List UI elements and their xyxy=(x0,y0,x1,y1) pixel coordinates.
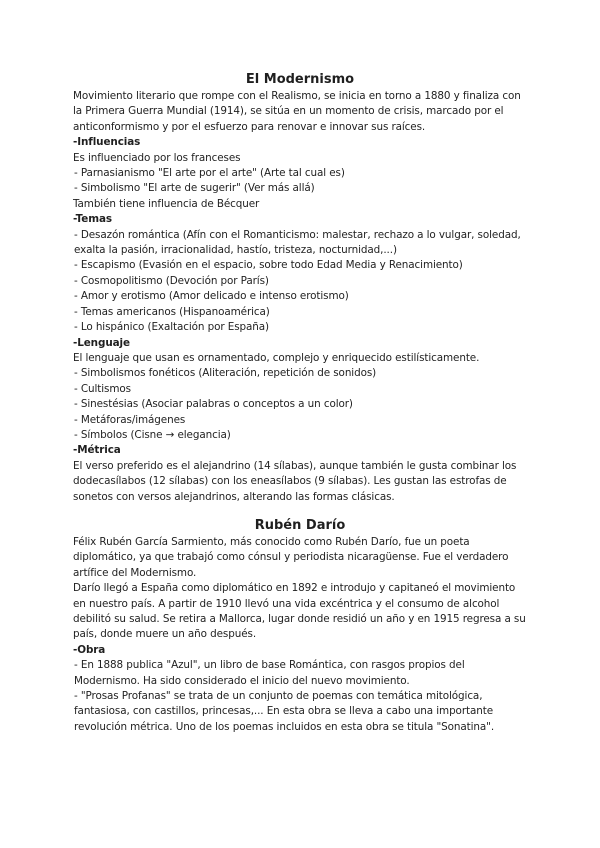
list-item: - Simbolismo "El arte de sugerir" (Ver más allá) xyxy=(74,182,315,195)
list-item: - Símbolos (Cisne → elegancia) xyxy=(74,428,231,441)
dario-paragraph-1: Félix Rubén García Sarmiento, más conocido como Rubén Darío, fue un poeta diplomático, ya que trabajó como cónsul y periodista nicaragüense. Fue el verdadero artífice del Modernismo. xyxy=(73,536,509,579)
dario-section xyxy=(73,535,528,735)
modernismo-section xyxy=(73,89,528,505)
metrica-heading: -Métrica xyxy=(73,444,121,457)
list-item: - Parnasianismo "El arte por el arte" (Arte tal cual es) xyxy=(74,167,345,180)
list-item: - En 1888 publica "Azul", un libro de base Romántica, con rasgos propios del Modernismo. Ha sido considerado el inicio del nuevo movimiento. xyxy=(74,659,465,687)
dario-title: Rubén Darío xyxy=(254,518,346,533)
list-item: - Sinestésias (Asociar palabras o conceptos a un color) xyxy=(74,398,353,411)
list-item: - Temas americanos (Hispanoamérica) xyxy=(74,305,270,318)
lenguaje-heading: -Lenguaje xyxy=(73,336,130,349)
influencias-lead: Es influenciado por los franceses xyxy=(73,151,241,164)
page-title: El Modernismo xyxy=(245,72,355,87)
list-item: - Lo hispánico (Exaltación por España) xyxy=(74,321,269,334)
list-item: - Metáforas/imágenes xyxy=(74,413,186,426)
list-item: - "Prosas Profanas" se trata de un conjunto de poemas con temática mitológica, fantasiosa, con castillos, princesas,... En esta obra se lleva a cabo una importante revolución métrica. Uno de los poemas incluidos en esta obra se titula "Sonatina". xyxy=(74,690,495,733)
influencias-heading: -Influencias xyxy=(73,136,141,149)
list-item: - Escapismo (Evasión en el espacio, sobre todo Edad Media y Renacimiento) xyxy=(74,259,463,272)
influencias-extra: También tiene influencia de Bécquer xyxy=(73,197,260,210)
list-item: - Simbolismos fonéticos (Aliteración, repetición de sonidos) xyxy=(74,367,377,380)
dario-paragraph-2: Darío llegó a España como diplomático en 1892 e introdujo y capitaneó el movimiento en nuestro país. A partir de 1910 llevó una vida excéntrica y el consumo de alcohol debilitó su salud. Se retira a Mallorca, lugar donde residió un año y en 1915 regresa a su país, donde muere un año después. xyxy=(73,582,526,641)
lenguaje-lead: El lenguaje que usan es ornamentado, complejo y enriquecido estilísticamente. xyxy=(73,351,480,364)
list-item: - Desazón romántica (Afín con el Romanticismo: malestar, rechazo a lo vulgar, soledad, exalta la pasión, irracionalidad, hastío, tristeza, nocturnidad,...) xyxy=(74,228,521,257)
list-item: - Cultismos xyxy=(74,382,131,395)
obra-heading: -Obra xyxy=(73,643,106,656)
metrica-paragraph: El verso preferido es el alejandrino (14 sílabas), aunque también le gusta combinar los dodecasílabos (12 sílabas) con los eneasílabos (9 sílabas). Les gustan las estrofas de sonetos con versos alejandrinos, alterando las formas clásicas. xyxy=(73,459,517,503)
intro-paragraph: Movimiento literario que rompe con el Realismo, se inicia en torno a 1880 y finaliza con la Primera Guerra Mundial (1914), se sitúa en un momento de crisis, marcado por el anticonformismo y por el esfuerzo para renovar e innovar sus raíces. xyxy=(73,90,521,133)
list-item: - Amor y erotismo (Amor delicado e intenso erotismo) xyxy=(74,290,349,303)
temas-heading: -Temas xyxy=(73,213,112,226)
list-item: - Cosmopolitismo (Devoción por París) xyxy=(74,274,269,287)
